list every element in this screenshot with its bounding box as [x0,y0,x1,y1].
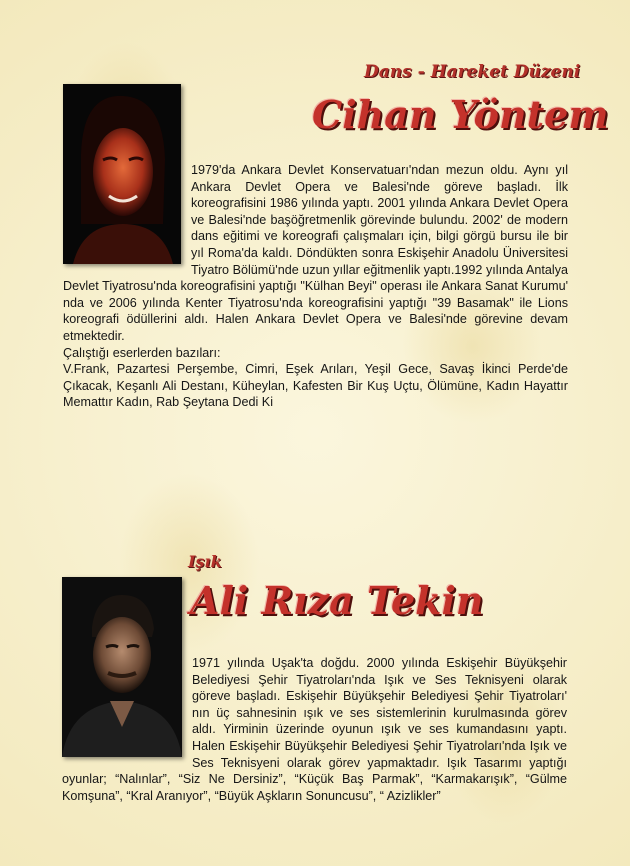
biography-text [62,655,567,804]
photo-spacer [63,162,191,276]
role-title: Dans - Hareket Düzeni [364,62,581,82]
works-heading: Çalıştığı eserlerden bazıları: [63,345,221,360]
person-name: Ali Rıza Tekin [190,578,484,623]
person-name: Cihan Yöntem [312,92,609,137]
photo-spacer [62,655,192,759]
biography-paragraph: 1979'da Ankara Devlet Konservatuarı'ndan mezun oldu. Aynı yıl Ankara Devlet Opera ve Balesi'nde göreve başladı. İlk koreografisini 1986 yılında yaptı. 2001 yılında Ankara Devlet Opera ve Balesi'nde başöğretmenlik görevinde bulundu. 2002' de modern dans eğitimi ve koreografi çalışmaları için, bilgi görgü bursu ile bir yıl Roma'da kaldı. Döndükten sonra Eskişehir Anadolu Üniversitesi Tiyatro Bölümü'nde uzun yıllar eğitmenlik yaptı.1992 yılında Antalya Devlet Tiyatrosu'nda koreografisini yaptığı "Külhan Beyi" operası ile Ankara Sanat Kurumu' nda ve 2006 yılında Kenter Tiyatrosu'nda koreografisini yaptığı "39 Basamak" ile Lions koreografi ödüllerini aldı. Halen Ankara Devlet Opera ve Balesi'nde görevine devam etmektedir. [63,163,568,343]
role-title: Işık [188,552,222,571]
biography-paragraph: 1971 yılında Uşak'ta doğdu. 2000 yılında Eskişehir Büyükşehir Belediyesi Şehir Tiyatroları'nda Işık ve Ses Teknisyeni olarak göreve başladı. Eskişehir Büyükşehir Belediyesi Şehir Tiyatroları' nın üç sahnesinin ışık ve ses sistemlerinin kurulmasında görev aldı. Yirminin üzerinde oyunun ışık ve ses kumandasını yaptı. Halen Eskişehir Büyükşehir Belediyesi Şehir Tiyatroları'nda Işık ve Ses Teknisyeni olarak görev yapmaktadır. Işık Tasarımı yaptığı oyunlar; “Nalınlar”, “Siz Ne Dersiniz”, “Küçük Baş Parmak”, “Karmakarışık”, “Gülme Komşuna”, “Kral Aranıyor”, “Büyük Aşkların Sonuncusu”, “ Azizlikler” [62,656,567,803]
biography-text [63,162,568,411]
works-list: V.Frank, Pazartesi Perşembe, Cimri, Eşek Arıları, Yeşil Gece, Savaş İkinci Perde'de Çıkacak, Keşanlı Ali Destanı, Küheylan, Kafesten Bir Kuş Uçtu, Ölümüne, Kadın Hayattır Memattır Kadın, Rab Şeytana Dedi Ki [63,362,568,410]
profile-ali-riza-tekin [0,460,630,866]
